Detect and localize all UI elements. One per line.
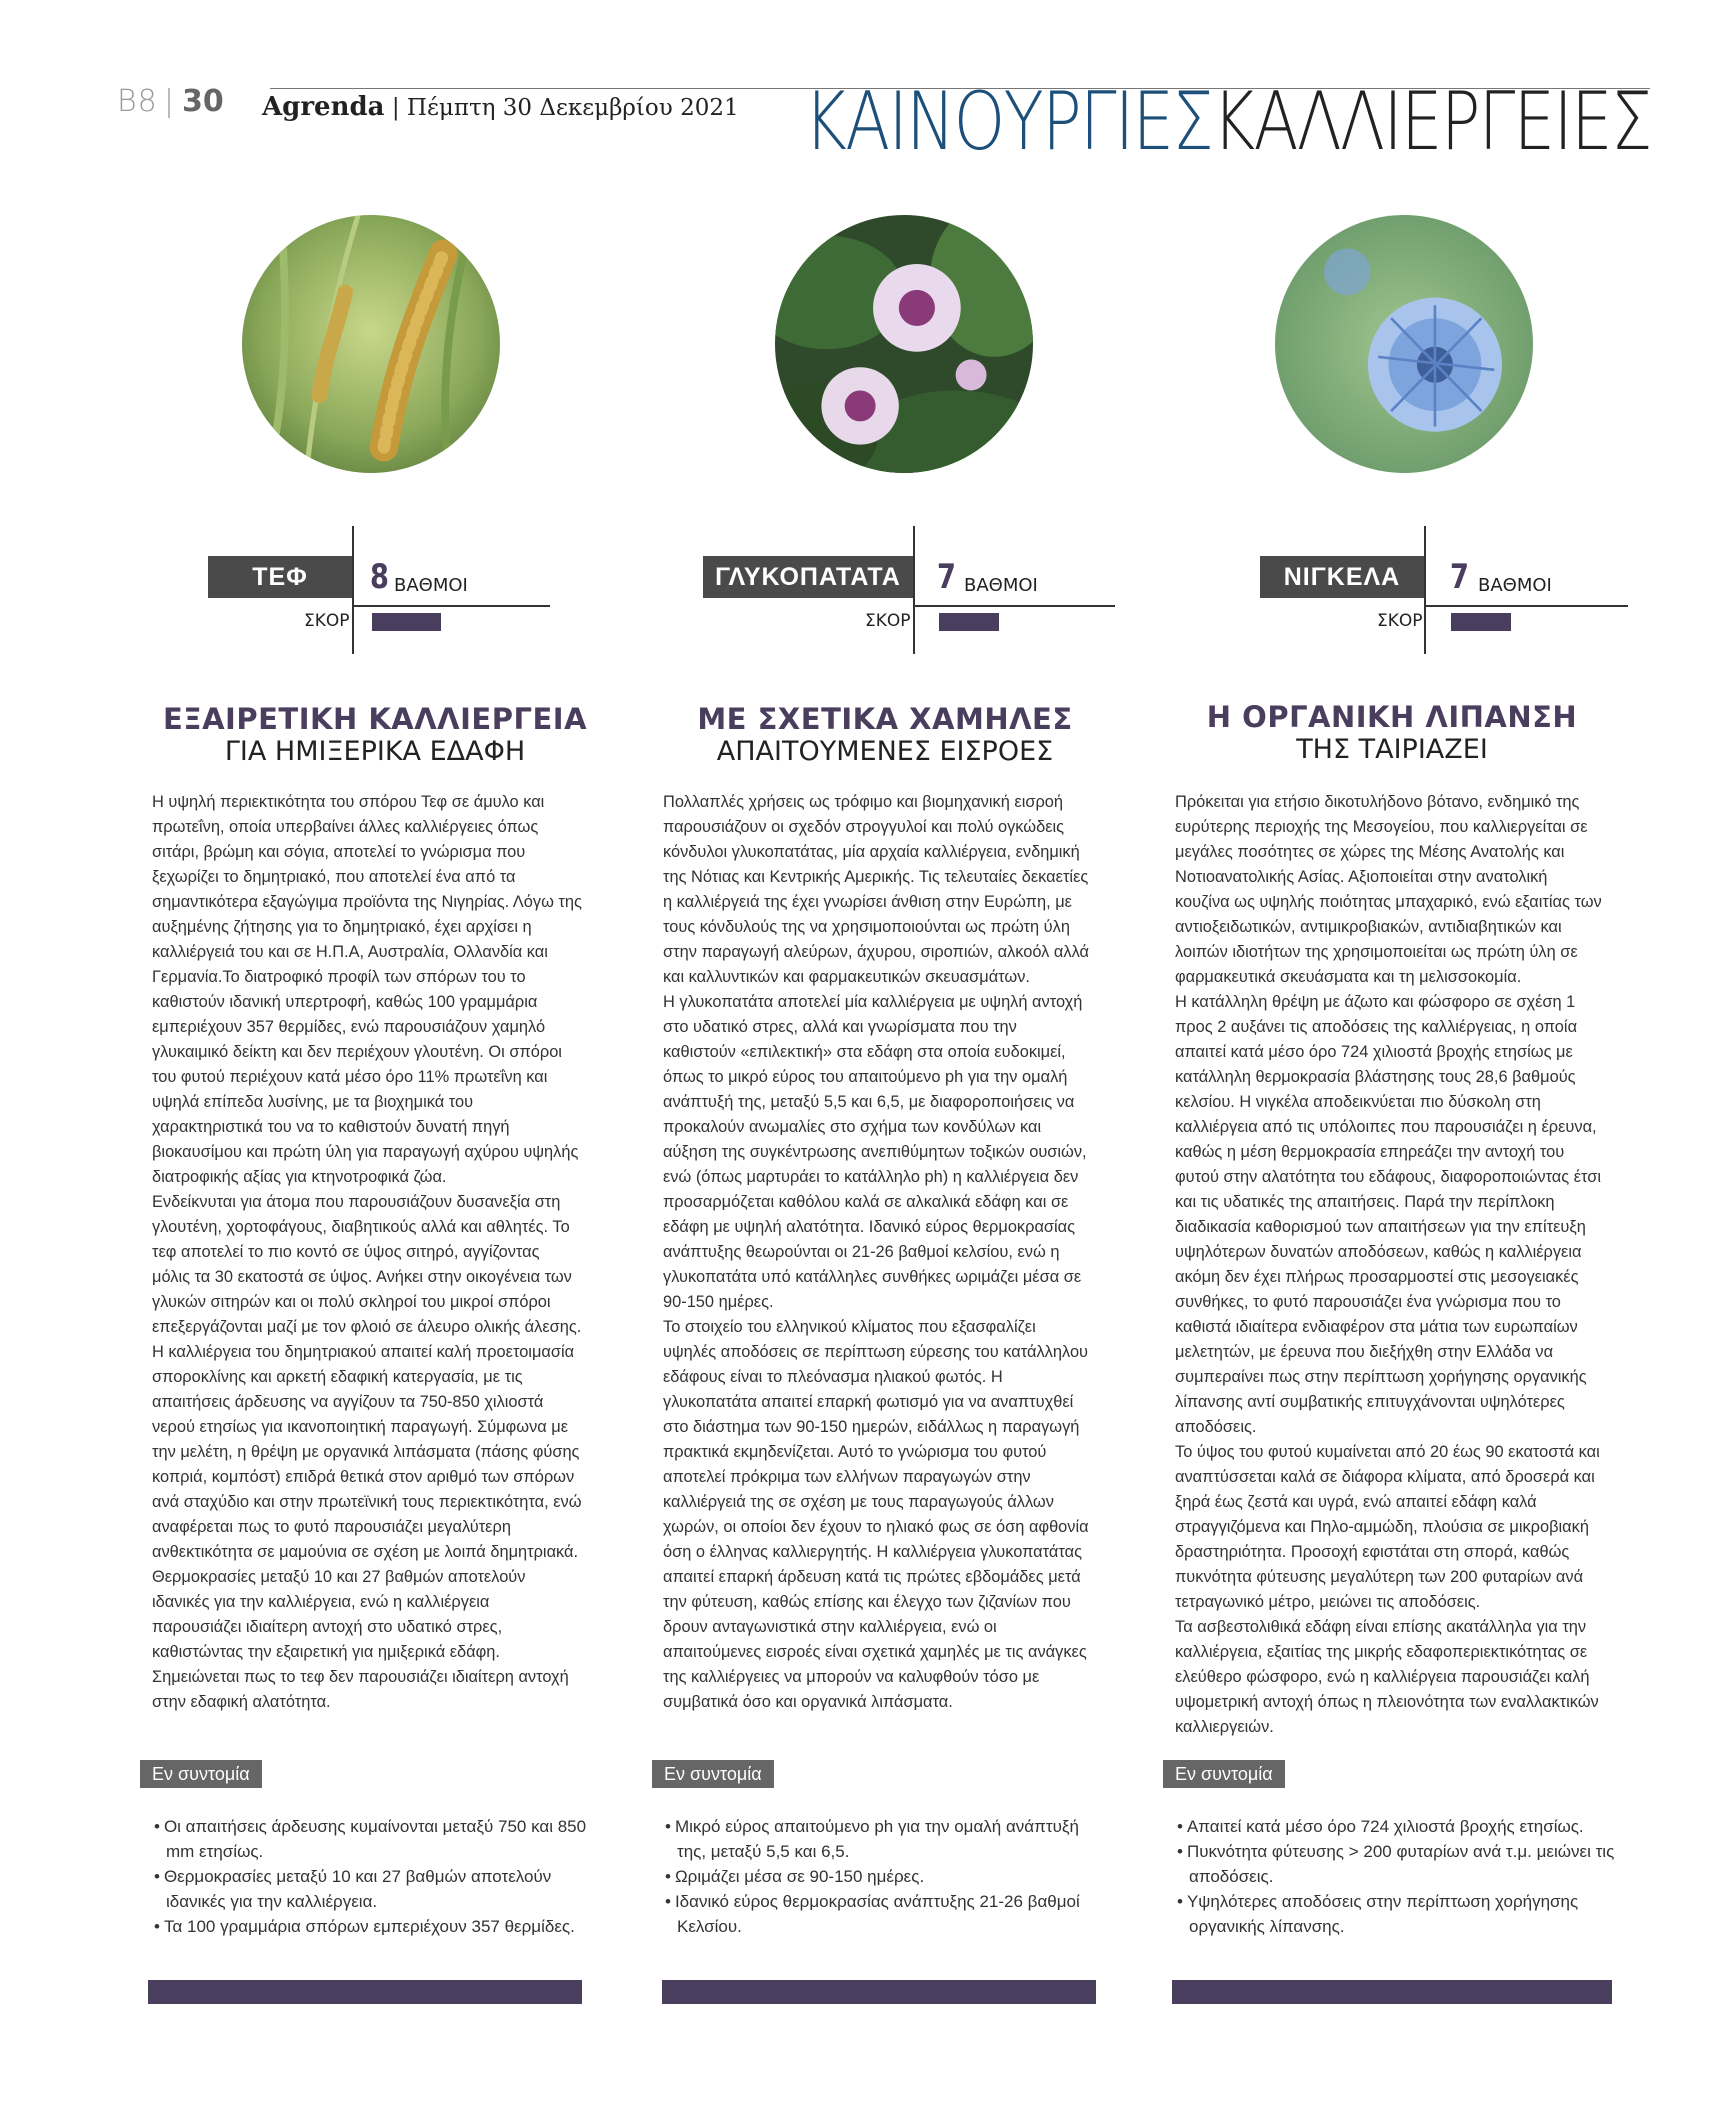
score-bar — [1451, 613, 1511, 631]
paragraph: Θερμοκρασίες μεταξύ 10 και 27 βαθμών αποτελούν ιδανικές για την καλλιέργεια, ενώ η καλλιέργεια παρουσιάζει ιδιαίτερη αντοχή στο υδατικό στρες, καθιστώντας την εξαιρετική για ημιξερικά εδάφη. Σημειώνεται πως το τεφ δεν παρουσιάζει ιδιαίτερη αντοχή στην εδαφική αλατότητα. — [152, 1568, 569, 1711]
brief-item: • Υψηλότερες αποδόσεις στην περίπτωση χορήγησης οργανικής λίπανσης. — [1175, 1889, 1615, 1939]
page-number: 30 — [182, 84, 224, 119]
issue-date: | Πέμπτη 30 Δεκεμβρίου 2021 — [391, 95, 739, 121]
brief-item: • Ωριμάζει μέσα σε 90-150 ημέρες. — [663, 1864, 1083, 1889]
paragraph: Πρόκειται για ετήσιο δικοτυλήδονο βότανο, ενδημικό της ευρύτερης περιοχής της Μεσογείου, που καλλιεργείται σε μεγάλες ποσότητες σε χώρες της Μέσης Ανατολής και Νοτιοανατολικής Ασίας. Αξιοποιείται στην ανατολική κουζίνα ως υψηλής ποιότητας μπαχαρικό, ενώ εξαιτίας των αντιοξειδωτικών, αντιμικροβιακών, αντιδιαβητικών και λοιπών ιδιοτήτων της χρησιμοποιείται ως πρώτη ύλη σε φαρμακευτικά σκευάσματα και τη μελισσοκομία. — [1175, 793, 1602, 986]
section-title-part2: ΚΑΛΛΙΕΡΓΕΙΕΣ — [1212, 75, 1651, 168]
headline-primary: ΜΕ ΣΧΕΤΙΚΑ ΧΑΜΗΛΕΣ — [697, 702, 1073, 736]
publication-name: Agrenda — [262, 92, 385, 122]
column-footer-bar — [1172, 1980, 1612, 2004]
score-value: 7 — [937, 557, 956, 597]
brief-item: • Θερμοκρασίες μεταξύ 10 και 27 βαθμών αποτελούν ιδανικές για την καλλιέργεια. — [152, 1864, 592, 1914]
headline-secondary: ΓΙΑ ΗΜΙΞΕΡΙΚΑ ΕΔΑΦΗ — [224, 736, 526, 767]
headline-primary: Η ΟΡΓΑΝΙΚΗ ΛΙΠΑΝΣΗ — [1206, 700, 1578, 734]
score-label: ΣΚΟΡ — [865, 611, 911, 631]
brief-list — [152, 1814, 592, 1939]
score-rule — [1424, 605, 1628, 607]
headline-secondary: ΤΗΣ ΤΑΙΡΙΑΖΕΙ — [1296, 734, 1488, 765]
score-label: ΣΚΟΡ — [1377, 611, 1423, 631]
teff-photo — [242, 215, 500, 473]
brief-list — [663, 1814, 1083, 1939]
paragraph: Η κατάλληλη θρέψη με άζωτο και φώσφορο σε σχέση 1 προς 2 αυξάνει τις αποδόσεις της καλλιέργειας, η οποία απαιτεί κατά μέσο όρο 724 χιλιοστά βροχής ετησίως με κατάλληλη θερμοκρασία βλάστησης τους 28,6 βαθμούς κελσίου. Η νιγκέλα αποδεικνύεται πιο δύσκολη στη καλλιέργεια από τις υπόλοιπες που παρουσιάζει η έρευνα, καθώς η μέση θερμοκρασία επηρεάζει την αντοχή του φυτού στην αλατότητα του εδάφους, διαφοροποιώντας έτσι και τις υδατικές της απαιτήσεις. Παρά την περίπλοκη διαδικασία καθορισμού των απαιτήσεων για την επίτευξη υψηλότερων δυνατών αποδόσεων, καθώς η καλλιέργεια ακόμη δεν έχει πλήρως προσαρμοστεί στις μεσογειακές συνθήκες, το φυτό παρουσιάζει ένα γνώρισμα που το καθιστά ιδιαίτερα ενδιαφέρον στα μάτια των ευρωπαίων μελετητών, με έρευνα που διεξήχθη στην Ελλάδα να συμπεραίνει πως στην περίπτωση χορήγησης οργανικής λίπανσης αντί συμβατικής επιτυγχάνονται υψηλότερες αποδόσεις. — [1175, 993, 1602, 1436]
masthead — [262, 92, 739, 122]
crop-tag-sweet-potato: ΓΛΥΚΟΠΑΤΑΤΑ — [703, 556, 913, 598]
brief-tag: Εν συντομία — [140, 1760, 262, 1788]
score-label: ΣΚΟΡ — [304, 611, 350, 631]
crop-tag-teff: ΤΕΦ — [208, 556, 352, 598]
brief-tag: Εν συντομία — [1163, 1760, 1285, 1788]
score-divider — [1424, 526, 1426, 654]
paragraph: Η γλυκοπατάτα αποτελεί μία καλλιέργεια με υψηλή αντοχή στο υδατικό στρες, αλλά και γνωρίσματα που την καθιστούν «επιλεκτική» στα εδάφη στα οποία ευδοκιμεί, όπως το μικρό εύρος του απαιτούμενο ph για την ομαλή ανάπτυξή της, μεταξύ 5,5 και 6,5, με διαφοροποιήσεις να προκαλούν ανωμαλίες στο σχήμα των κονδύλων και αύξηση της συγκέντρωσης ανεπιθύμητων τοξικών ουσιών, ενώ (όπως μαρτυράει το κατάλληλο ph) η καλλιέργεια δεν προσαρμόζεται καθόλου καλά σε αλκαλικά εδάφη και σε εδάφη με υψηλή αλατότητα. Ιδανικό εύρος θερμοκρασίας ανάπτυξης θεωρούνται οι 21-26 βαθμοί κελσίου, ενώ η γλυκοπατάτα υπό κατάλληλες συνθήκες ωριμάζει μέσα σε 90-150 ημέρες. — [663, 993, 1087, 1311]
score-rule — [913, 605, 1115, 607]
brief-list — [1175, 1814, 1615, 1939]
section-title — [804, 75, 1651, 168]
score-bar — [939, 613, 999, 631]
paragraph: Το στοιχείο του ελληνικού κλίματος που εξασφαλίζει υψηλές αποδόσεις σε περίπτωση εύρεσης του κατάλληλου εδάφους είναι το πλεόνασμα ηλιακού φωτός. Η γλυκοπατάτα απαιτεί επαρκή φωτισμό για να αναπτυχθεί στο διάστημα των 90-150 ημερών, ειδάλλως η παραγωγή πρακτικά εκμηδενίζεται. Αυτό το γνώρισμα του φυτού αποτελεί πρόκριμα των ελλήνων παραγωγών στην καλλιέργειά της σε σχέση με τους παραγωγούς άλλων χωρών, οι οποίοι δεν έχουν το ηλιακό φως σε όση αφθονία όση ο έλληνας καλλιεργητής. Η καλλιέργεια γλυκοπατάτας απαιτεί επαρκή άρδευση κατά τις πρώτες εβδομάδες μετά την φύτευση, καθώς επίσης και έλεγχο των ζιζανίων που δρουν ανταγωνιστικά στην καλλιέργεια, ενώ οι απαιτούμενες εισροές είναι σχετικά χαμηλές με τις ανάγκες της καλλιέργειες να μπορούν να καλυφθούν τόσο με συμβατικά όσο και οργανικά λιπάσματα. — [663, 1318, 1089, 1711]
column-footer-bar — [662, 1980, 1096, 2004]
brief-item: • Απαιτεί κατά μέσο όρο 724 χιλιοστά βροχής ετησίως. — [1175, 1814, 1615, 1839]
section-code: B8 — [117, 84, 158, 119]
score-unit: ΒΑΘΜΟΙ — [394, 575, 468, 596]
section-title-part1: ΚΑΙΝΟΥΡΓΙΕΣ — [804, 75, 1213, 168]
brief-tag: Εν συντομία — [652, 1760, 774, 1788]
nigella-photo — [1275, 215, 1533, 473]
score-bar — [372, 613, 441, 631]
headline-primary: ΕΞΑΙΡΕΤΙΚΗ ΚΑΛΛΙΕΡΓΕΙΑ — [162, 702, 588, 736]
score-divider — [913, 526, 915, 654]
headline-secondary: ΑΠΑΙΤΟΥΜΕΝΕΣ ΕΙΣΡΟΕΣ — [716, 736, 1054, 767]
sweet-potato-photo — [775, 215, 1033, 473]
page-separator — [168, 88, 170, 118]
score-value: 7 — [1450, 557, 1469, 597]
paragraph: Το ύψος του φυτού κυμαίνεται από 20 έως 90 εκατοστά και αναπτύσσεται καλά σε διάφορα κλίματα, από δροσερά και ξηρά έως ζεστά και υγρά, ενώ απαιτεί εδάφη καλά στραγγιζόμενα και Πηλο-αμμώδη, πλούσια σε μικροβιακή δραστηριότητα. Προσοχή εφιστάται στη σπορά, καθώς πυκνότητα φύτευσης μεγαλύτερη των 200 φυταρίων ανά τετραγωνικό μέτρο, μειώνει τις αποδόσεις. — [1175, 1443, 1600, 1611]
crop-tag-nigella: ΝΙΓΚΕΛΑ — [1260, 556, 1424, 598]
column-footer-bar — [148, 1980, 582, 2004]
article-body-teff — [152, 790, 582, 1715]
article-body-nigella — [1175, 790, 1605, 1740]
brief-item: • Τα 100 γραμμάρια σπόρων εμπεριέχουν 357 θερμίδες. — [152, 1914, 592, 1939]
score-rule — [352, 605, 550, 607]
paragraph: Η υψηλή περιεκτικότητα του σπόρου Τεφ σε άμυλο και πρωτεΐνη, οποία υπερβαίνει άλλες καλλιέργειες όπως σιτάρι, βρώμη και σόγια, αποτελεί το γνώρισμα που ξεχωρίζει το δημητριακό, που αποτελεί ένα από τα σημαντικότερα εξαγώγιμα προϊόντα της Νιγηρίας. Λόγω της αυξημένης ζήτησης για το δημητριακό, έχει αρχίσει η καλλιέργειά του και σε Η.Π.Α, Αυστραλία, Ολλανδία και Γερμανία.Το διατροφικό προφίλ των σπόρων του το καθιστούν ιδανική υπερτροφή, καθώς 100 γραμμάρια εμπεριέχουν 357 θερμίδες, ενώ παρουσιάζουν χαμηλό γλυκαιμικό δείκτη και δεν περιέχουν γλουτένη. Οι σπόροι του φυτού περιέχουν κατά μέσο όρο 11% πρωτεΐνη και υψηλά επίπεδα λυσίνης, με τα βιοχημικά του χαρακτηριστικά του να το καθιστούν δυνατή πηγή βιοκαυσίμου και πρώτη ύλη για παραγωγή αχύρου υψηλής διατροφικής αξίας για κτηνοτροφικά ζώα. — [152, 793, 582, 1186]
paragraph: Πολλαπλές χρήσεις ως τρόφιμο και βιομηχανική εισροή παρουσιάζουν οι σχεδόν στρογγυλοί και πολύ ογκώδεις κόνδυλοι γλυκοπατάτας, μία αρχαία καλλιέργεια, ενδημική της Νότιας και Κεντρικής Αμερικής. Τις τελευταίες δεκαετίες η καλλιέργειά της έχει γνωρίσει άνθιση στην Ευρώπη, με τους κόνδυλούς της να χρησιμοποιούνται ως πρώτη ύλη στην παραγωγή αλεύρων, άχυρου, σιροπιών, αλκοόλ αλλά και καλλυντικών και φαρμακευτικών σκευασμάτων. — [663, 793, 1090, 986]
brief-item: • Πυκνότητα φύτευσης > 200 φυταρίων ανά τ.μ. μειώνει τις αποδόσεις. — [1175, 1839, 1615, 1889]
score-value: 8 — [370, 557, 389, 597]
brief-item: • Οι απαιτήσεις άρδευσης κυμαίνονται μεταξύ 750 και 850 mm ετησίως. — [152, 1814, 592, 1864]
brief-item: • Μικρό εύρος απαιτούμενο ph για την ομαλή ανάπτυξή της, μεταξύ 5,5 και 6,5. — [663, 1814, 1083, 1864]
article-body-sweet-potato — [663, 790, 1093, 1715]
paragraph: Ενδείκνυται για άτομα που παρουσιάζουν δυσανεξία στη γλουτένη, χορτοφάγους, διαβητικούς αλλά και αθλητές. Το τεφ αποτελεί το πιο κοντό σε ύψος σιτηρό, αγγίζοντας μόλις τα 30 εκατοστά σε ύψος. Ανήκει στην οικογένεια των γλυκών σιτηρών και οι πολύ σκληροί του μικροί σπόροι επεξεργάζονται μαζί με τον φλοιό σε άλευρο ολικής άλεσης. Η καλλιέργεια του δημητριακού απαιτεί καλή προετοιμασία σπορoκλίνης και αρκετή εδαφική κατεργασία, με τις απαιτήσεις άρδευσης να αγγίζουν τα 750-850 χιλιοστά νερού ετησίως για ικανοποιητική παραγωγή. Σύμφωνα με την μελέτη, η θρέψη με οργανικά λιπάσματα (πάσης φύσης κοπριά, κομπόστ) επιδρά θετικά στον αριθμό των σπόρων ανά σταχύδιο και στην πρωτεϊνική τους περιεκτικότητα, ενώ αναφέρεται πως το φυτό παρουσιάζει μεγαλύτερη ανθεκτικότητα σε μαμούνια σε σχέση με λοιπά δημητριακά. — [152, 1193, 582, 1561]
score-unit: ΒΑΘΜΟΙ — [1478, 575, 1552, 596]
score-divider — [352, 526, 354, 654]
brief-item: • Ιδανικό εύρος θερμοκρασίας ανάπτυξης 21-26 βαθμοί Κελσίου. — [663, 1889, 1083, 1939]
score-unit: ΒΑΘΜΟΙ — [964, 575, 1038, 596]
paragraph: Τα ασβεστολιθικά εδάφη είναι επίσης ακατάλληλα για την καλλιέργεια, εξαιτίας της μικρής εδαφοπεριεκτικότητας σε ελεύθερο φώσφορο, ενώ η καλλιέργεια παρουσιάζει καλή υψομετρική αντοχή όπως η πλειονότητα των εναλλακτικών καλλιεργειών. — [1175, 1618, 1599, 1736]
